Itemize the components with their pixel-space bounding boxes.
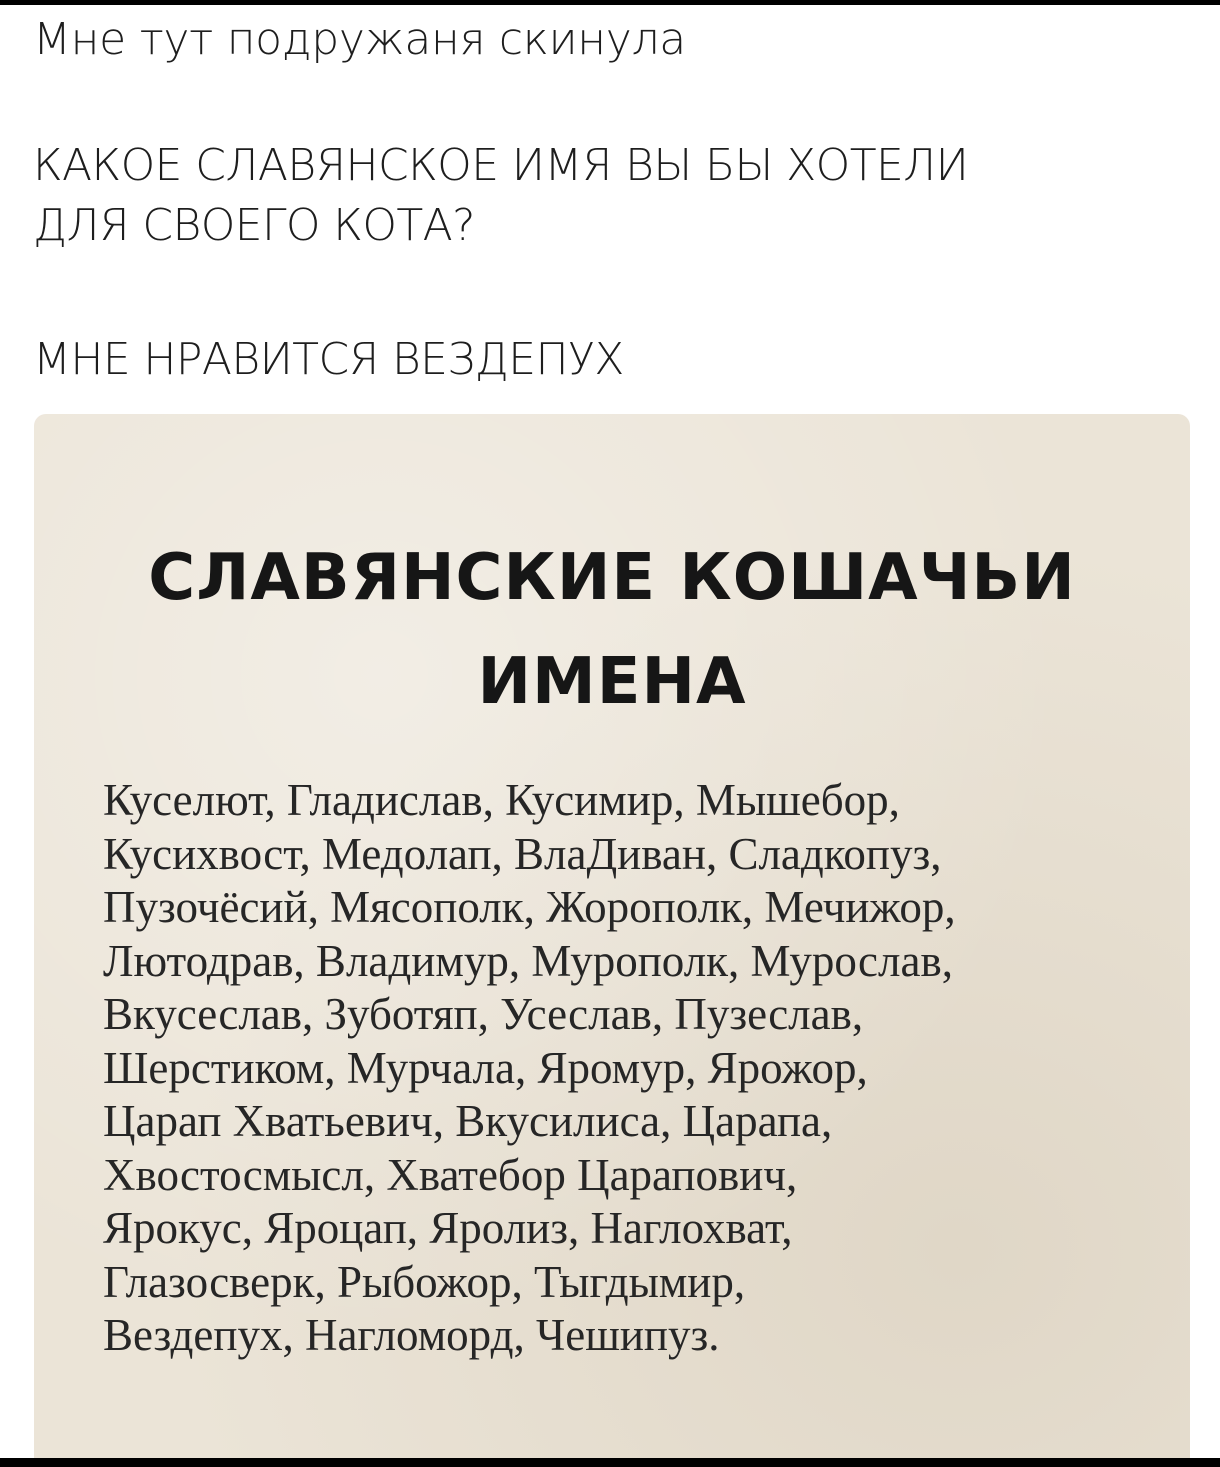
post-line-answer: МНЕ НРАВИТСЯ ВЕЗДЕПУХ bbox=[33, 334, 624, 385]
card-title-line-2: ИМЕНА bbox=[477, 645, 747, 719]
names-line: Ярокус, Яроцап, Яролиз, Наглохват, bbox=[103, 1203, 793, 1253]
names-line: Шерстиком, Мурчала, Яромур, Ярожор, bbox=[103, 1042, 868, 1093]
card-title bbox=[34, 526, 1190, 734]
names-line: Хвостосмысл, Хватебор Царапович, bbox=[103, 1149, 798, 1200]
names-line: Царап Хватьевич, Вкусилиса, Царапа, bbox=[103, 1096, 833, 1146]
names-line: Глазосверк, Рыбожор, Тыгдымир, bbox=[103, 1256, 746, 1307]
names-line: Лютодрав, Владимур, Мурополк, Мурослав, bbox=[103, 935, 953, 986]
post-line-intro: Мне тут подружаня скинула bbox=[33, 14, 686, 65]
bottom-border bbox=[0, 1458, 1220, 1467]
names-line: Пузочёсий, Мясополк, Жорополк, Мечижор, bbox=[103, 882, 956, 932]
names-line: Кусихвост, Медолап, ВлаДиван, Сладкопуз, bbox=[103, 828, 942, 879]
post-line-question-2: ДЛЯ СВОЕГО КОТА? bbox=[33, 200, 475, 251]
names-line: Вкусеслав, Зуботяп, Усеслав, Пузеслав, bbox=[103, 989, 864, 1039]
post-line-question-1: КАКОЕ СЛАВЯНСКОЕ ИМЯ ВЫ БЫ ХОТЕЛИ bbox=[33, 140, 969, 191]
top-border bbox=[0, 0, 1220, 5]
names-line: Вездепух, Нагломорд, Чешипуз. bbox=[103, 1310, 720, 1360]
cat-names-list bbox=[103, 774, 956, 1363]
names-card-image bbox=[34, 414, 1190, 1458]
card-title-line-1: СЛАВЯНСКИЕ КОШАЧЬИ bbox=[148, 541, 1076, 615]
names-line: Куселют, Гладислав, Кусимир, Мышебор, bbox=[103, 775, 900, 825]
